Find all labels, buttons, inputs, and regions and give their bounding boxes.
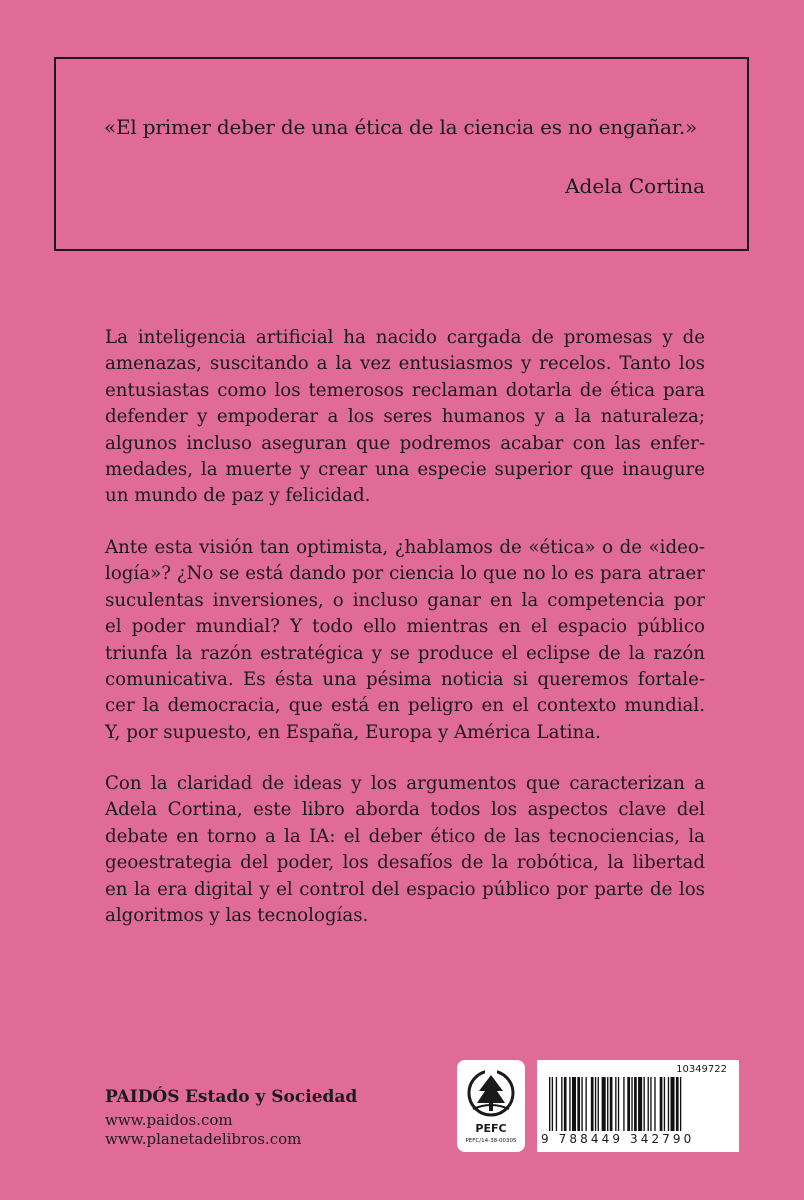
publisher-name: PAIDÓS — [105, 1087, 180, 1107]
text-line: defender y empoderar a los seres humanos y a la naturaleza; — [105, 406, 705, 428]
barcode-bars — [545, 1077, 731, 1133]
text-line: geoestrategia del poder, los desafíos de la robótica, la libertad — [105, 852, 705, 874]
collection-title — [105, 1087, 357, 1107]
text-line: un mundo de paz y felicidad. — [105, 485, 371, 507]
text-line: Ante esta visión tan optimista, ¿hablamos de «ética» o de «ideo- — [105, 537, 705, 558]
publisher-url: www.paidos.com — [105, 1111, 233, 1129]
pefc-certification-badge — [457, 1060, 525, 1152]
text-line: medades, la muerte y crear una especie superior que inaugure — [105, 459, 705, 481]
quote-author: Adela Cortina — [565, 174, 705, 198]
quote-text: «El primer deber de una ética de la ciencia es no engañar.» — [104, 115, 698, 139]
synopsis-paragraph-2 — [105, 535, 705, 746]
text-line: suculentas inversiones, o incluso ganar en la competencia por — [105, 589, 705, 611]
collection-name: Estado y Sociedad — [184, 1087, 358, 1107]
text-line: amenazas, suscitando a la vez entusiasmos y recelos. Tanto los — [105, 353, 705, 375]
text-line: el poder mundial? Y todo ello mientras en el espacio público — [105, 616, 705, 638]
text-line: comunicativa. Es ésta una pésima noticia si queremos fortale- — [105, 669, 705, 691]
pefc-code: PEFC/14-38-00305 — [465, 1138, 517, 1144]
product-id: 10349722 — [676, 1064, 727, 1075]
quote-box — [54, 57, 749, 251]
text-line: entusiastas como los temerosos reclaman dotarla de ética para — [105, 379, 705, 401]
text-line: triunfa la razón estratégica y se produce el eclipse de la razón — [105, 642, 705, 664]
text-line: algoritmos y las tecnologías. — [105, 905, 369, 927]
publisher-imprint — [105, 1087, 357, 1149]
text-line: Y, por supuesto, en España, Europa y América Latina. — [105, 721, 601, 743]
synopsis-paragraph-1 — [105, 325, 705, 510]
isbn-barcode — [537, 1060, 739, 1152]
pefc-tree-icon — [465, 1065, 517, 1121]
text-line: La inteligencia artificial ha nacido cargada de promesas y de — [105, 327, 705, 348]
pefc-label: PEFC — [475, 1122, 507, 1135]
text-line: debate en torno a la IA: el deber ético de las tecnociencias, la — [105, 825, 705, 847]
text-line: Con la claridad de ideas y los argumentos que caracterizan a — [105, 773, 705, 794]
text-line: Adela Cortina, este libro aborda todos los aspectos clave del — [105, 799, 705, 821]
text-line: algunos incluso aseguran que podremos acabar con las enfer- — [105, 432, 705, 454]
store-url: www.planetadelibros.com — [105, 1130, 302, 1148]
text-line: en la era digital y el control del espacio público por parte de los — [105, 878, 705, 900]
text-line: logía»? ¿No se está dando por ciencia lo que no lo es para atraer — [105, 563, 705, 585]
synopsis-paragraph-3 — [105, 771, 705, 929]
isbn-digits: 9 788449 342790 — [541, 1132, 695, 1146]
text-line: cer la democracia, que está en peligro en el contexto mundial. — [105, 695, 705, 717]
